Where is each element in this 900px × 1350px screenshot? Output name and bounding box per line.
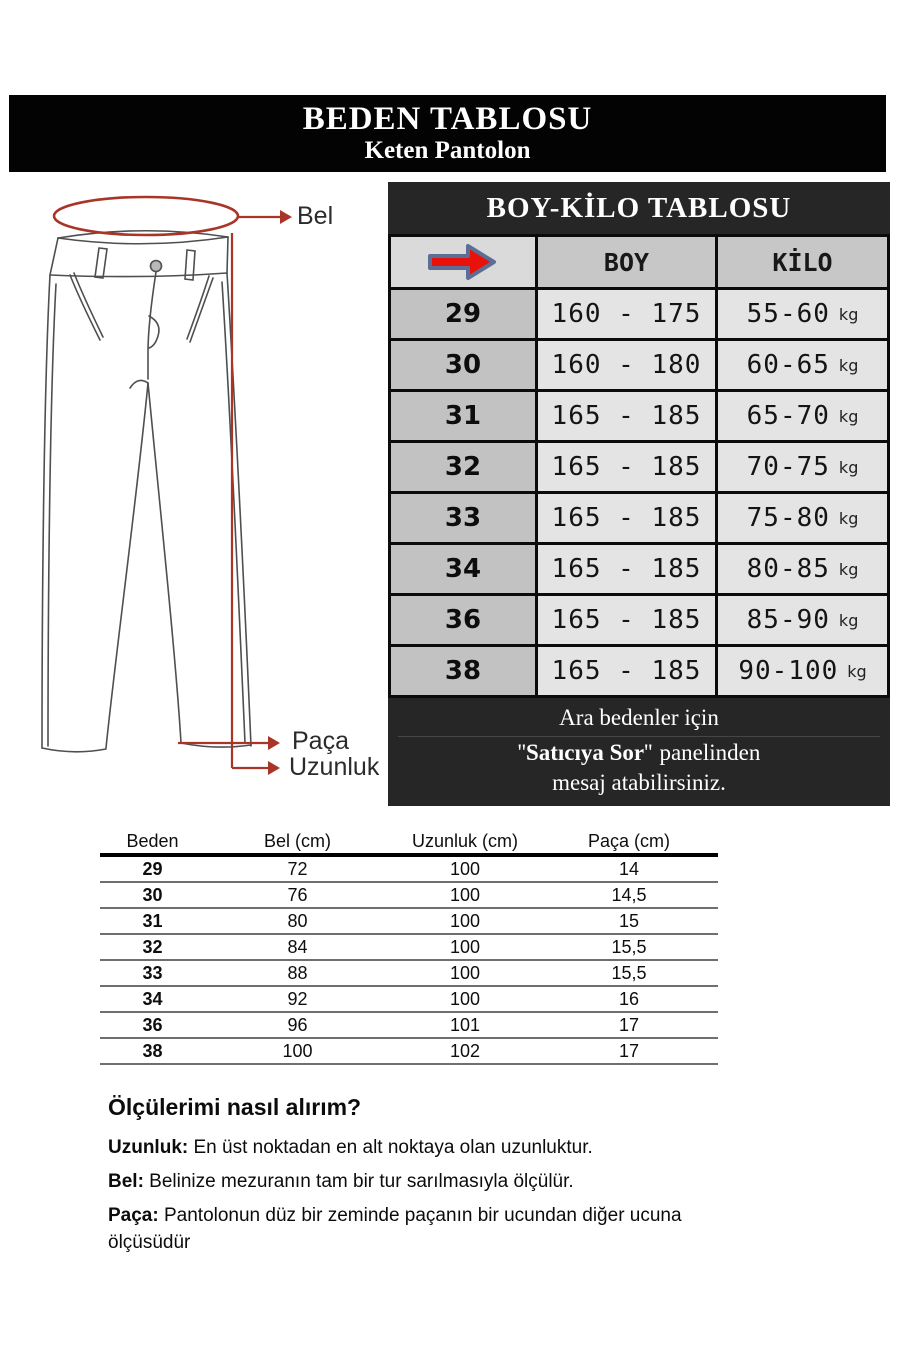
kilo-value: 85-90 [746, 605, 830, 635]
title-banner [9, 95, 886, 172]
size-arrow-header-cell [391, 237, 535, 287]
paca-value: 17 [618, 1014, 640, 1035]
column-header-kilo: KİLO [718, 237, 887, 287]
beden-value: 29 [142, 858, 163, 879]
how-to-paca [108, 1202, 733, 1256]
term-bel: Bel: [108, 1171, 144, 1192]
size-cell: 36 [391, 596, 535, 644]
kilo-value: 65-70 [746, 401, 830, 431]
beden-value: 33 [142, 962, 163, 983]
how-to-uzunluk [108, 1134, 733, 1161]
note-line-1: Ara bedenler için [398, 703, 880, 737]
kilo-value: 80-85 [746, 554, 830, 584]
table-row [100, 1039, 718, 1065]
kg-unit: kg [838, 406, 859, 426]
uzunluk-label: Uzunluk [289, 753, 380, 781]
boy-cell: 165 - 185 [538, 647, 715, 695]
note-line-2 [398, 738, 880, 768]
size-cell: 33 [391, 494, 535, 542]
kg-unit: kg [838, 610, 859, 630]
table-row [100, 857, 718, 883]
kilo-cell [718, 443, 887, 491]
measurement-arrowheads [268, 210, 292, 775]
kg-unit: kg [838, 457, 859, 477]
ask-seller-text: Satıcıya Sor [525, 740, 645, 765]
size-cell: 29 [391, 290, 535, 338]
height-weight-table [388, 182, 890, 806]
boy-cell: 165 - 185 [538, 392, 715, 440]
desc-bel: Belinize mezuranın tam bir tur sarılmasıyla ölçülür. [143, 1171, 574, 1192]
paca-value: 16 [618, 988, 640, 1009]
kg-unit: kg [838, 508, 859, 528]
kilo-value: 60-65 [746, 350, 830, 380]
header-paca: Paça (cm) [587, 830, 670, 851]
bel-label: Bel [297, 202, 334, 230]
boy-cell: 165 - 185 [538, 596, 715, 644]
kilo-value: 90-100 [738, 656, 839, 686]
quote-open: '' [517, 740, 526, 765]
bel-value: 88 [287, 962, 308, 983]
size-cell: 32 [391, 443, 535, 491]
desc-uzunluk: En üst noktadan en alt noktaya olan uzunluktur. [188, 1137, 593, 1158]
boy-cell: 160 - 180 [538, 341, 715, 389]
boy-cell: 165 - 185 [538, 443, 715, 491]
uzunluk-value: 100 [449, 858, 481, 879]
beden-value: 36 [142, 1014, 163, 1035]
kilo-cell [718, 290, 887, 338]
kilo-cell [718, 494, 887, 542]
table-row [100, 1013, 718, 1039]
desc-paca: Pantolonun düz bir zeminde paçanın bir ucundan diğer ucuna ölçüsüdür [108, 1205, 682, 1253]
uzunluk-value: 102 [449, 1040, 481, 1061]
uzunluk-value: 100 [449, 884, 481, 905]
quote-close: '' [644, 740, 653, 765]
size-cell: 31 [391, 392, 535, 440]
page-title: BEDEN TABLOSU [302, 100, 593, 137]
size-cell: 38 [391, 647, 535, 695]
kg-unit: kg [838, 355, 859, 375]
uzunluk-value: 100 [449, 910, 481, 931]
boy-cell: 160 - 175 [538, 290, 715, 338]
term-uzunluk: Uzunluk: [108, 1137, 189, 1158]
table-row [100, 961, 718, 987]
header-beden: Beden [126, 830, 179, 851]
kilo-value: 55-60 [746, 299, 830, 329]
table-row [100, 987, 718, 1013]
height-weight-grid [388, 234, 890, 698]
table-row [100, 935, 718, 961]
kilo-cell [718, 545, 887, 593]
bel-value: 92 [287, 988, 308, 1009]
kg-unit: kg [847, 661, 867, 681]
paca-value: 15,5 [611, 936, 647, 957]
paca-value: 14 [618, 858, 640, 879]
pants-outline [42, 231, 251, 752]
intermediate-sizes-note [388, 698, 890, 806]
note-line-3: mesaj atabilirsiniz. [552, 770, 726, 795]
measurement-table [100, 829, 718, 1065]
boy-cell: 165 - 185 [538, 545, 715, 593]
header-uzunluk: Uzunluk (cm) [411, 830, 518, 851]
beden-value: 34 [142, 988, 163, 1009]
header-bel: Bel (cm) [264, 830, 331, 851]
note-line-2-rest: panelinden [659, 740, 761, 765]
paca-label: Paça [292, 727, 349, 755]
kg-unit: kg [838, 559, 859, 579]
kilo-value: 70-75 [746, 452, 830, 482]
table-row [100, 909, 718, 935]
pants-measurement-diagram [18, 188, 383, 813]
bel-value: 80 [287, 910, 308, 931]
size-cell: 34 [391, 545, 535, 593]
uzunluk-value: 100 [449, 962, 481, 983]
how-to-title: Ölçülerimi nasıl alırım? [108, 1094, 362, 1120]
uzunluk-value: 100 [449, 936, 481, 957]
paca-value: 15 [618, 910, 640, 931]
height-weight-table-title: BOY-KİLO TABLOSU [388, 182, 890, 234]
boy-cell: 165 - 185 [538, 494, 715, 542]
bel-value: 100 [282, 1040, 313, 1061]
measurement-table-header [100, 829, 718, 857]
column-header-boy: BOY [538, 237, 715, 287]
kilo-value: 75-80 [746, 503, 830, 533]
red-arrow-icon [424, 241, 502, 283]
kilo-cell [718, 341, 887, 389]
beden-value: 30 [142, 884, 163, 905]
how-to-measure-section [108, 1094, 733, 1263]
how-to-bel [108, 1168, 733, 1195]
bel-value: 84 [287, 936, 308, 957]
bel-value: 96 [287, 1014, 308, 1035]
paca-value: 14,5 [611, 884, 647, 905]
uzunluk-value: 100 [449, 988, 481, 1009]
page-subtitle: Keten Pantolon [364, 136, 531, 164]
size-cell: 30 [391, 341, 535, 389]
bel-value: 76 [287, 884, 308, 905]
beden-value: 38 [142, 1040, 163, 1061]
kilo-cell [718, 647, 887, 695]
uzunluk-value: 101 [449, 1014, 481, 1035]
kilo-cell [718, 392, 887, 440]
kilo-cell [718, 596, 887, 644]
beden-value: 32 [142, 936, 163, 957]
pants-sketch-svg [18, 188, 383, 813]
table-row [100, 883, 718, 909]
paca-value: 15,5 [611, 962, 647, 983]
term-paca: Paça: [108, 1205, 159, 1226]
bel-value: 72 [287, 858, 308, 879]
paca-value: 17 [618, 1040, 640, 1061]
kg-unit: kg [838, 304, 859, 324]
beden-value: 31 [142, 910, 163, 931]
